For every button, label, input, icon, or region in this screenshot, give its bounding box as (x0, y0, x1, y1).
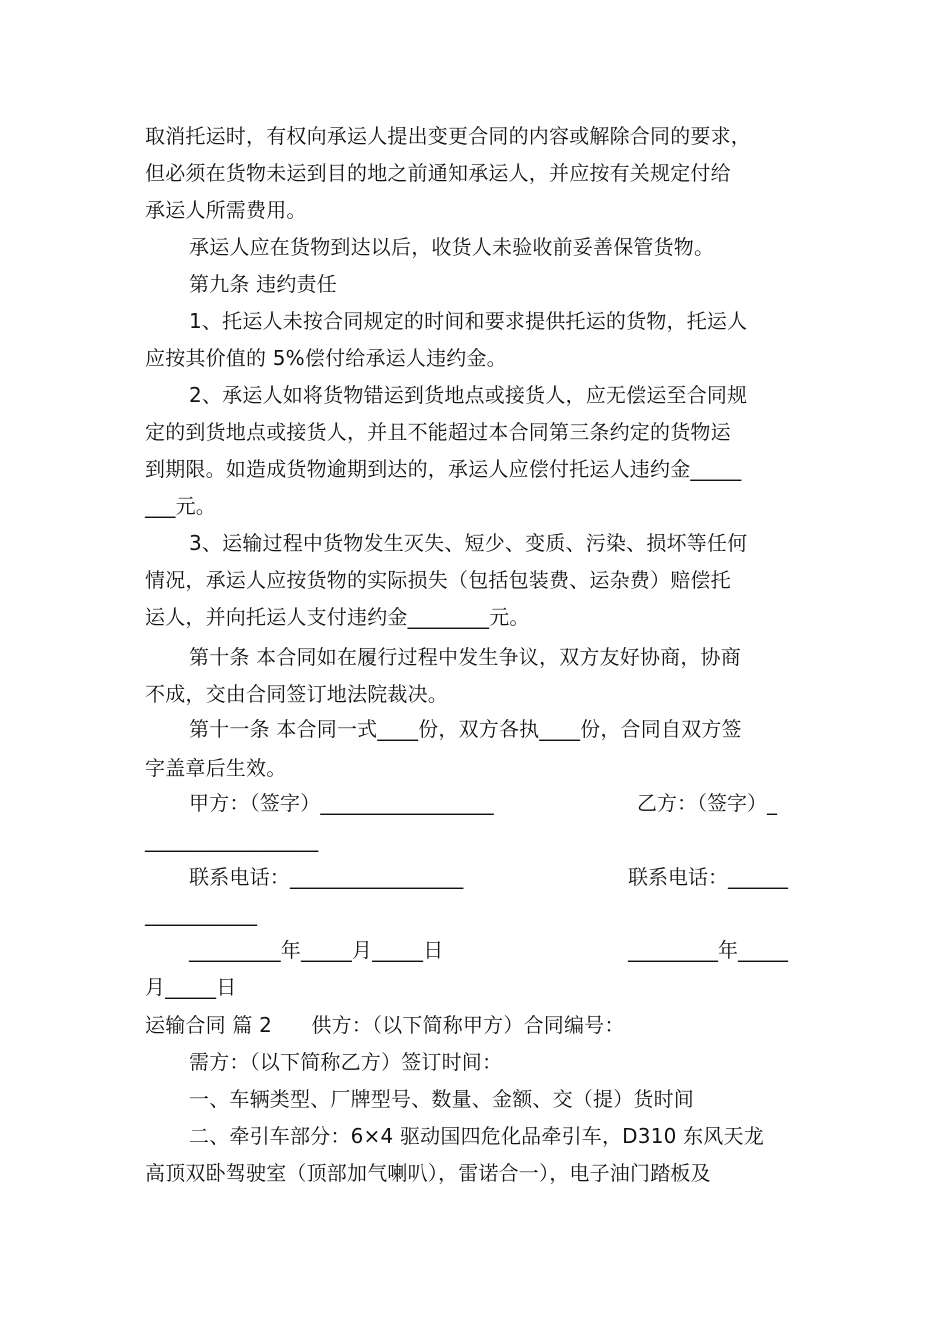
section-heading: 第九条 违约责任 (189, 272, 337, 296)
signature-line: _________________ (145, 828, 319, 852)
text-line: 第十条 本合同如在履行过程中发生争议，双方友好协商，协商 (189, 645, 741, 669)
text-line: 第十一条 本合同一式____份，双方各执____份，合同自双方签 (189, 717, 742, 741)
phone-line: ___________ (145, 902, 258, 926)
text-line: 定的到货地点或接货人，并且不能超过本合同第三条约定的货物运 (145, 420, 731, 444)
text-line: 一、车辆类型、厂牌型号、数量、金额、交（提）货时间 (189, 1087, 694, 1111)
text-line: 运人，并向托运人支付违约金________元。 (145, 605, 530, 629)
party-a-phone: 联系电话：_________________ (189, 865, 464, 889)
text-line: 不成，交由合同签订地法院裁决。 (145, 682, 448, 706)
date-line: 月_____日 (145, 975, 237, 999)
text-line: 承运人应在货物到达以后，收货人未验收前妥善保管货物。 (189, 235, 715, 259)
text-line: 1、托运人未按合同规定的时间和要求提供托运的货物，托运人 (189, 309, 748, 333)
party-a-signature: 甲方：（签字）_________________ (189, 791, 494, 815)
text-line: ___元。 (145, 494, 216, 518)
text-line: 但必须在货物未运到目的地之前通知承运人，并应按有关规定付给 (145, 161, 731, 185)
party-b-phone: 联系电话：______ (628, 865, 788, 889)
text-line: 高顶双卧驾驶室（顶部加气喇叭），雷诺合一），电子油门踏板及 (145, 1161, 711, 1185)
text-line: 情况，承运人应按货物的实际损失（包括包装费、运杂费）赔偿托 (145, 568, 731, 592)
party-b-date: _________年_____ (628, 938, 788, 962)
contract-title: 运输合同 篇 2 供方：（以下简称甲方）合同编号： (145, 1013, 625, 1037)
text-line: 取消托运时，有权向承运人提出变更合同的内容或解除合同的要求， (145, 124, 751, 148)
text-line: 字盖章后生效。 (145, 756, 287, 780)
text-line: 应按其价值的 5%偿付给承运人违约金。 (145, 346, 507, 370)
text-line: 到期限。如造成货物逾期到达的，承运人应偿付托运人违约金_____ (145, 457, 742, 481)
party-a-date: _________年_____月_____日 (189, 938, 444, 962)
text-line: 需方：（以下简称乙方）签订时间： (189, 1050, 503, 1074)
party-b-signature: 乙方：（签字）_ (637, 791, 777, 815)
text-line: 3、运输过程中货物发生灭失、短少、变质、污染、损坏等任何 (189, 531, 748, 555)
text-line: 二、牵引车部分：6×4 驱动国四危化品牵引车，D310 东风天龙 (189, 1124, 764, 1148)
text-line: 承运人所需费用。 (145, 198, 307, 222)
text-line: 2、承运人如将货物错运到货地点或接货人，应无偿运至合同规 (189, 383, 748, 407)
